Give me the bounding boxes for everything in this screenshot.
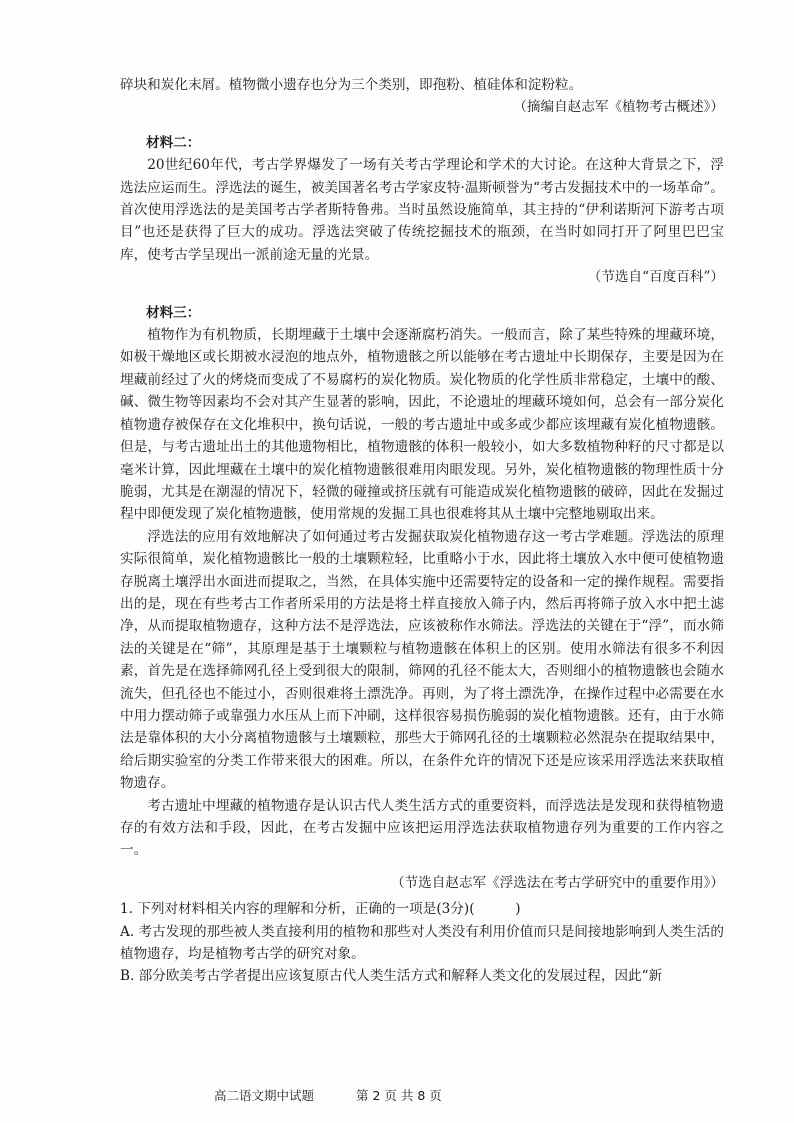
page-content: [120, 74, 724, 988]
material-2-paragraph: 20世纪60年代，考古学界爆发了一场有关考古学理论和学术的大讨论。在这种大背景之下，浮选法应运而生。浮选法的诞生，被美国著名考古学家皮特·温斯顿誉为“考古发掘技术中的一场革命”。首次使用浮选法的是美国考古学者斯特鲁弗。当时虽然设施简单，其主持的“伊利诺斯河下游考古项目”也还是获得了巨大的成功。浮选法突破了传统挖掘技术的瓶颈，在当时如同打开了阿里巴巴宝库，使考古学呈现出一派前途无量的光景。: [120, 157, 724, 263]
material-1-tail: 碎块和炭化末屑。植物微小遗存也分为三个类别，即孢粉、植硅体和淀粉粒。: [120, 77, 583, 93]
material-3-source: （节选自赵志军《浮选法在考古学研究中的重要作用》）: [390, 874, 724, 891]
question-1-stem: 1. 下列对材料相关内容的理解和分析，正确的一项是(3分)( ): [120, 901, 521, 918]
material-3-paragraph-1: 植物作为有机物质，长期埋藏于土壤中会逐渐腐朽消失。一般而言，除了某些特殊的埋藏环境，如极干燥地区或长期被水浸泡的地点外，植物遗骸之所以能够在考古遗址中长期保存，主要是因为在埋藏前经过了火的烤烧而变成了不易腐朽的炭化物质。炭化物质的化学性质非常稳定，土壤中的酸、碱、微生物等因素均不会对其产生显著的影响，因此，不论遗址的埋藏环境如何，总会有一部分炭化植物遗存被保存在文化堆积中，换句话说，一般的考古遗址中或多或少都应该埋藏有炭化植物遗骸。但是，与考古遗址出土的其他遗物相比，植物遗骸的体积一般较小，如大多数植物种籽的尺寸都是以毫米计算，因此埋藏在土壤中的炭化植物遗骸很难用肉眼发现。另外，炭化植物遗骸的物理性质十分脆弱，尤其是在潮湿的情况下，轻微的碰撞或挤压就有可能造成炭化植物遗骸的破碎，因此在发掘过程中即便发现了炭化植物遗骸，使用常规的发掘工具也很难将其从土壤中完整地剔取出来。: [120, 327, 724, 523]
material-3-paragraph-3: 考古遗址中埋藏的植物遗存是认识古代人类生活方式的重要资料，而浮选法是发现和获得植物遗存的有效方法和手段，因此，在考古发掘中应该把运用浮选法获取植物遗存列为重要的工作内容之一。: [120, 797, 724, 859]
exam-title: 高二语文期中试题: [214, 1088, 315, 1103]
spacer: [120, 862, 724, 872]
material-2-source: （节选自“百度百科”）: [587, 269, 724, 286]
material-1-source: （摘编自赵志军《植物考古概述》）: [513, 99, 724, 116]
material-2-heading: 材料二：: [146, 134, 201, 151]
question-1-option-a: A. 考古发现的那些被人类直接利用的植物和那些对人类没有利用价值而只是间接地影响到人类生活的植物遗存，均是植物考古学的研究对象。: [120, 923, 724, 963]
material-3-paragraph-2: 浮选法的应用有效地解决了如何通过考古发掘获取炭化植物遗存这一考古学难题。浮选法的原理实际很简单，炭化植物遗骸比一般的土壤颗粒轻，比重略小于水，因此将土壤放入水中便可使植物遗存脱离土壤浮出水面进而提取之，当然，在具体实施中还需要特定的设备和一定的操作规程。需要指出的是，现在有些考古工作者所采用的方法是将土样直接放入筛子内，然后再将筛子放入水中把土滤净，从而提取植物遗存，这种方法不是浮选法，应该被称作水筛法。浮选法的关键在于“浮”，而水筛法的关键是在“筛”，其原理是基于土壤颗粒与植物遗骸在体积上的区别。使用水筛法有很多不利因素，首先是在选择筛网孔径上受到很大的限制，筛网的孔径不能太大，否则细小的植物遗骸也会随水流失，但孔径也不能过小，否则很难将土漂洗净。再则，为了将土漂洗净，在操作过程中必需要在水中用力摆动筛子或靠强力水压从上而下冲刷，这样很容易损伤脆弱的炭化植物遗骸。还有，由于水筛法是靠体积的大小分离植物遗骸与土壤颗粒，那些大于筛网孔径的土壤颗粒必然混杂在提取结果中，给后期实验室的分类工作带来很大的困难。所以，在条件允许的情况下还是应该采用浮选法来获取植物遗存。: [120, 528, 724, 792]
page-number: 第 2 页 共 8 页: [356, 1088, 442, 1103]
material-3-heading: 材料三：: [146, 304, 201, 321]
question-1-option-b: B. 部分欧美考古学者提出应该复原古代人类生活方式和解释人类文化的发展过程，因此“新: [120, 968, 663, 985]
